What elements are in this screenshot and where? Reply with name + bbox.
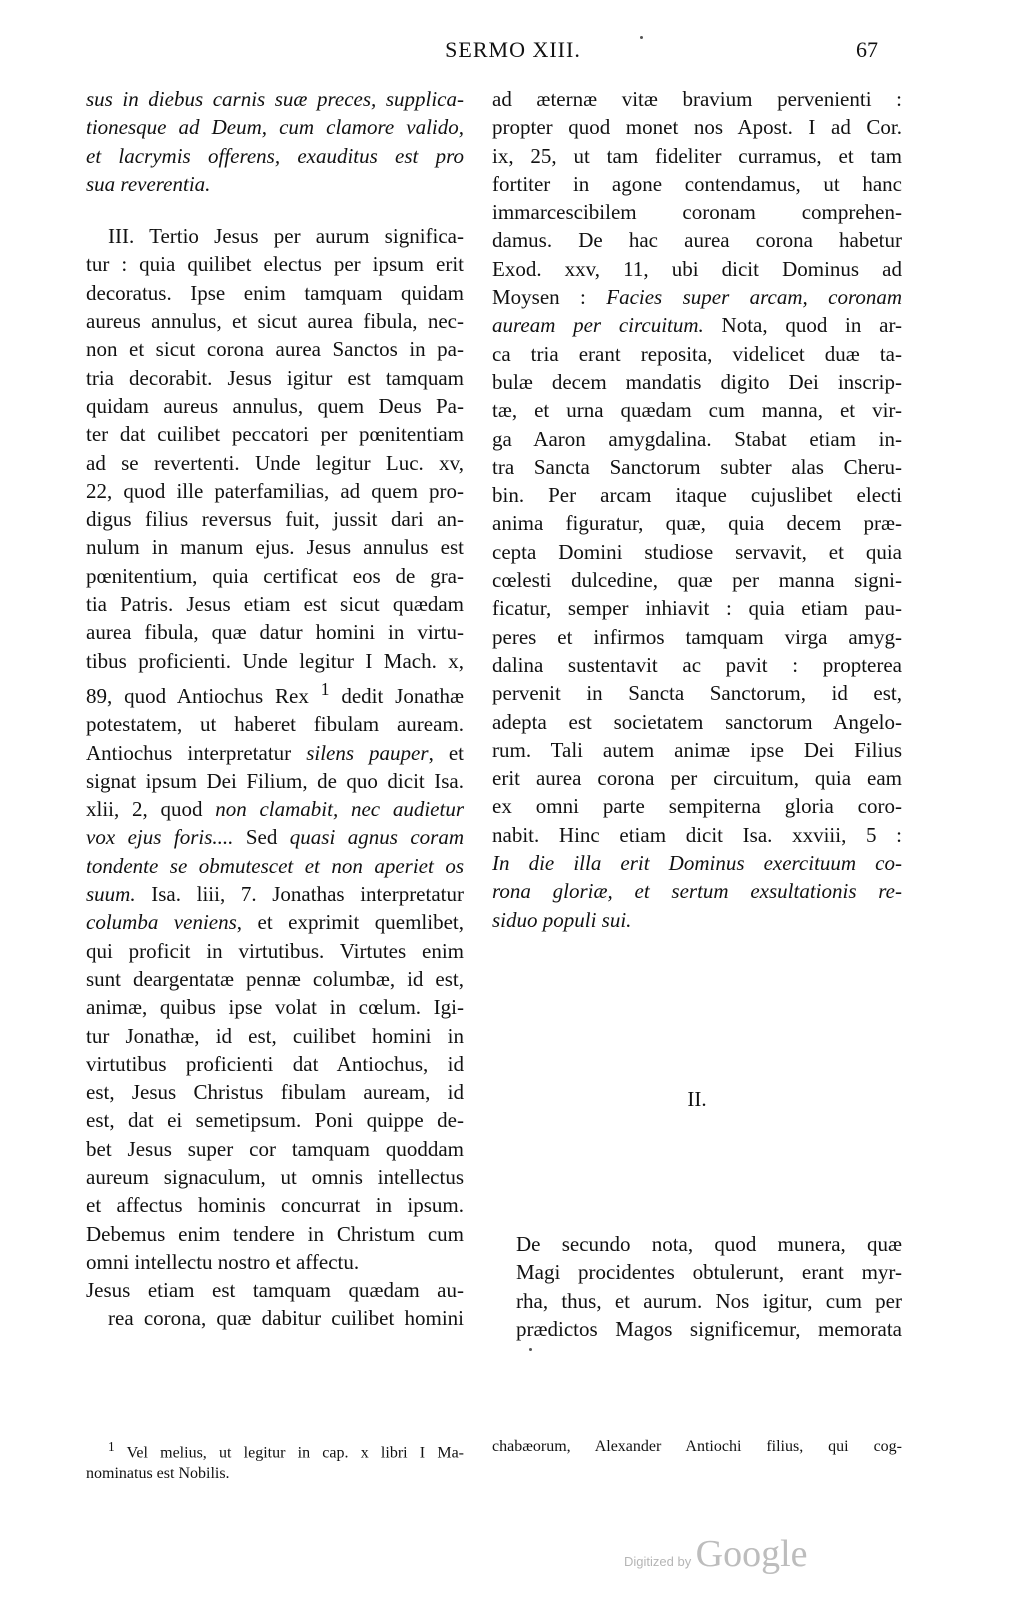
text-line: Antiochus interpretatur silens pauper, et	[86, 740, 465, 765]
text-line: tia Patris. Jesus etiam est sicut quædam	[86, 592, 464, 617]
text-line: erit aurea corona per circuitum, quia eam	[492, 766, 902, 791]
section-two-text	[516, 1230, 902, 1343]
text-line: Magi procidentes obtulerunt, erant myr-	[516, 1260, 902, 1285]
text-line: quidam aureus annulus, quem Deus Pa-	[86, 393, 464, 418]
text-line: sunt deargentatæ pennæ columbæ, id est,	[86, 966, 464, 991]
text-line: ga Aaron amygdalina. Stabat etiam in-	[492, 426, 902, 451]
text-line: et lacrymis offerens, exauditus est pro	[86, 143, 464, 168]
text-line: ad se revertenti. Unde legitur Luc. xv,	[86, 450, 464, 475]
text-line: vox ejus foris.... Sed quasi agnus coram	[86, 825, 464, 850]
section-heading: II.	[687, 1087, 707, 1111]
text-line: nabit. Hinc etiam dicit Isa. xxviii, 5 :	[492, 822, 902, 847]
text-line: fortiter in agone contendamus, ut hanc	[492, 171, 902, 196]
text-line: III. Tertio Jesus per aurum significa-	[108, 224, 464, 249]
digitized-watermark	[624, 1532, 808, 1576]
text-line: Moysen : Facies super arcam, coronam	[492, 285, 903, 310]
footnote-left	[86, 1436, 464, 1484]
page-number: 67	[856, 37, 878, 62]
text-line: tondente se obmutescet et non aperiet os	[86, 853, 464, 878]
text-line: tæ, et urna quædam cum manna, et vir-	[492, 398, 902, 423]
text-line: rona gloriæ, et sertum exsultationis re-	[492, 879, 902, 904]
text-line: tur Jonathæ, id est, cuilibet homini in	[86, 1023, 464, 1048]
text-line: qui proficit in virtutibus. Virtutes enim	[86, 938, 464, 963]
text-line: rum. Tali autem animæ ipse Dei Filius	[492, 737, 902, 762]
text-line: tra Sancta Sanctorum subter alas Cheru-	[492, 454, 902, 479]
watermark-prefix: Digitized by	[624, 1554, 692, 1569]
text-line: bulæ decem mandatis digito Dei inscrip-	[492, 369, 902, 394]
text-line: ca tria erant reposita, videlicet duæ ta-	[492, 341, 902, 366]
text-line: $^1$ Vel melius, ut legitur in cap. x libri I Ma-	[108, 1439, 464, 1462]
text-line: cœlesti dulcedine, quæ per manna signi-	[492, 568, 902, 593]
text-line: anima figuratur, quæ, quia decem præ-	[492, 511, 902, 536]
text-line: decoratus. Ipse enim tamquam quidam	[86, 280, 464, 305]
ink-dot	[640, 36, 643, 39]
text-line: tibus proficienti. Unde legitur I Mach. x,	[86, 648, 464, 673]
text-line: aureus annulus, et sicut aurea fibula, nec-	[86, 309, 464, 334]
text-line: signat ipsum Dei Filium, de quo dicit Isa.	[86, 768, 464, 793]
text-line: ex omni parte sempiterna gloria coro-	[492, 794, 902, 819]
text-line: damus. De hac aurea corona habetur	[492, 228, 902, 253]
text-line: siduo populi sui.	[492, 907, 632, 932]
ink-dot	[529, 1348, 532, 1351]
text-line: et affectus hominis concurrat in ipsum.	[86, 1193, 464, 1218]
text-line: chabæorum, Alexander Antiochi filius, qui cog-	[492, 1438, 902, 1455]
text-line: animæ, quibus ipse volat in cœlum. Igi-	[86, 995, 464, 1020]
text-line: suum. Isa. liii, 7. Jonathas interpretatur	[86, 882, 464, 907]
text-line: pervenit in Sancta Sanctorum, id est,	[492, 681, 902, 706]
text-line: ficatur, semper inhiavit : quia etiam pau-	[492, 596, 902, 621]
text-line: In die illa erit Dominus exercituum co-	[492, 851, 902, 876]
text-line: Debemus enim tendere in Christum cum	[86, 1221, 464, 1246]
text-line: tur : quia quilibet electus per ipsum erit	[86, 252, 464, 277]
text-line: rea corona, quæ dabitur cuilibet homini	[108, 1306, 464, 1331]
text-line: tria decorabit. Jesus igitur est tamquam	[86, 365, 464, 390]
text-line: auream per circuitum. Nota, quod in ar-	[492, 313, 903, 338]
footnote-right	[492, 1436, 902, 1457]
text-line: pœnitentium, quia certificat eos de gra-	[86, 563, 464, 588]
text-line: non et sicut corona aurea Sanctos in pa-	[86, 337, 464, 362]
text-line: Exod. xxv, 11, ubi dicit Dominus ad	[492, 256, 902, 281]
text-line: tionesque ad Deum, cum clamore valido,	[86, 115, 464, 140]
text-line: sua reverentia.	[86, 171, 211, 196]
left-column	[86, 85, 464, 1333]
text-line: immarcescibilem coronam comprehen-	[492, 200, 902, 225]
text-line: potestatem, ut haberet fibulam auream.	[86, 712, 464, 737]
text-line: ix, 25, ut tam fideliter curramus, et tam	[492, 143, 902, 168]
text-line: nominatus est Nobilis.	[86, 1465, 230, 1483]
text-line: Jesus etiam est tamquam quædam au-	[86, 1278, 464, 1303]
text-line: 89, quod Antiochus Rex $^1$ dedit Jonathæ	[86, 678, 465, 708]
text-line: aurea fibula, quæ datur homini in virtu-	[86, 620, 464, 645]
watermark-brand: Google	[695, 1533, 808, 1575]
text-line: adepta est societatem sanctorum Angelo-	[492, 709, 902, 734]
text-line: aureum signaculum, ut omnis intellectus	[86, 1164, 464, 1189]
text-line: dalina sustentavit ac pavit : propterea	[492, 652, 902, 677]
text-line: digus filius reversus fuit, jussit dari an-	[86, 507, 464, 532]
text-line: 22, quod ille paterfamilias, ad quem pro-	[86, 478, 464, 503]
text-line: bin. Per arcam itaque cujuslibet electi	[492, 483, 902, 508]
text-line: propter quod monet nos Apost. I ad Cor.	[492, 115, 902, 140]
text-line: ter dat cuilibet peccatori per pœnitentiam	[86, 422, 464, 447]
text-line: rha, thus, et aurum. Nos igitur, cum per	[516, 1288, 902, 1313]
text-line: nulum in manum ejus. Jesus annulus est	[86, 535, 464, 560]
text-line: est, Jesus Christus fibulam auream, id	[86, 1080, 464, 1105]
text-line: cepta Domini studiose servavit, et quia	[492, 539, 902, 564]
text-line: bet Jesus super cor tamquam quoddam	[86, 1136, 464, 1161]
right-column	[492, 85, 902, 934]
text-line: sus in diebus carnis suæ preces, supplica-	[86, 87, 464, 111]
paragraph-gap	[86, 198, 464, 222]
text-line: columba veniens, et exprimit quemlibet,	[86, 910, 464, 935]
text-line: virtutibus proficienti dat Antiochus, id	[86, 1051, 464, 1076]
text-line: est, dat ei semetipsum. Poni quippe de-	[86, 1108, 464, 1133]
running-header: SERMO XIII.	[445, 37, 581, 62]
text-line: prædictos Magos significemur, memorata	[516, 1316, 902, 1341]
text-line: omni intellectu nostro et affectu.	[86, 1249, 360, 1274]
text-line: De secundo nota, quod munera, quæ	[516, 1232, 902, 1256]
text-line: xlii, 2, quod non clamabit, nec audietur	[86, 797, 464, 822]
text-line: peres et infirmos tamquam virga amyg-	[492, 624, 902, 649]
text-line: ad æternæ vitæ bravium pervenienti :	[492, 87, 902, 111]
